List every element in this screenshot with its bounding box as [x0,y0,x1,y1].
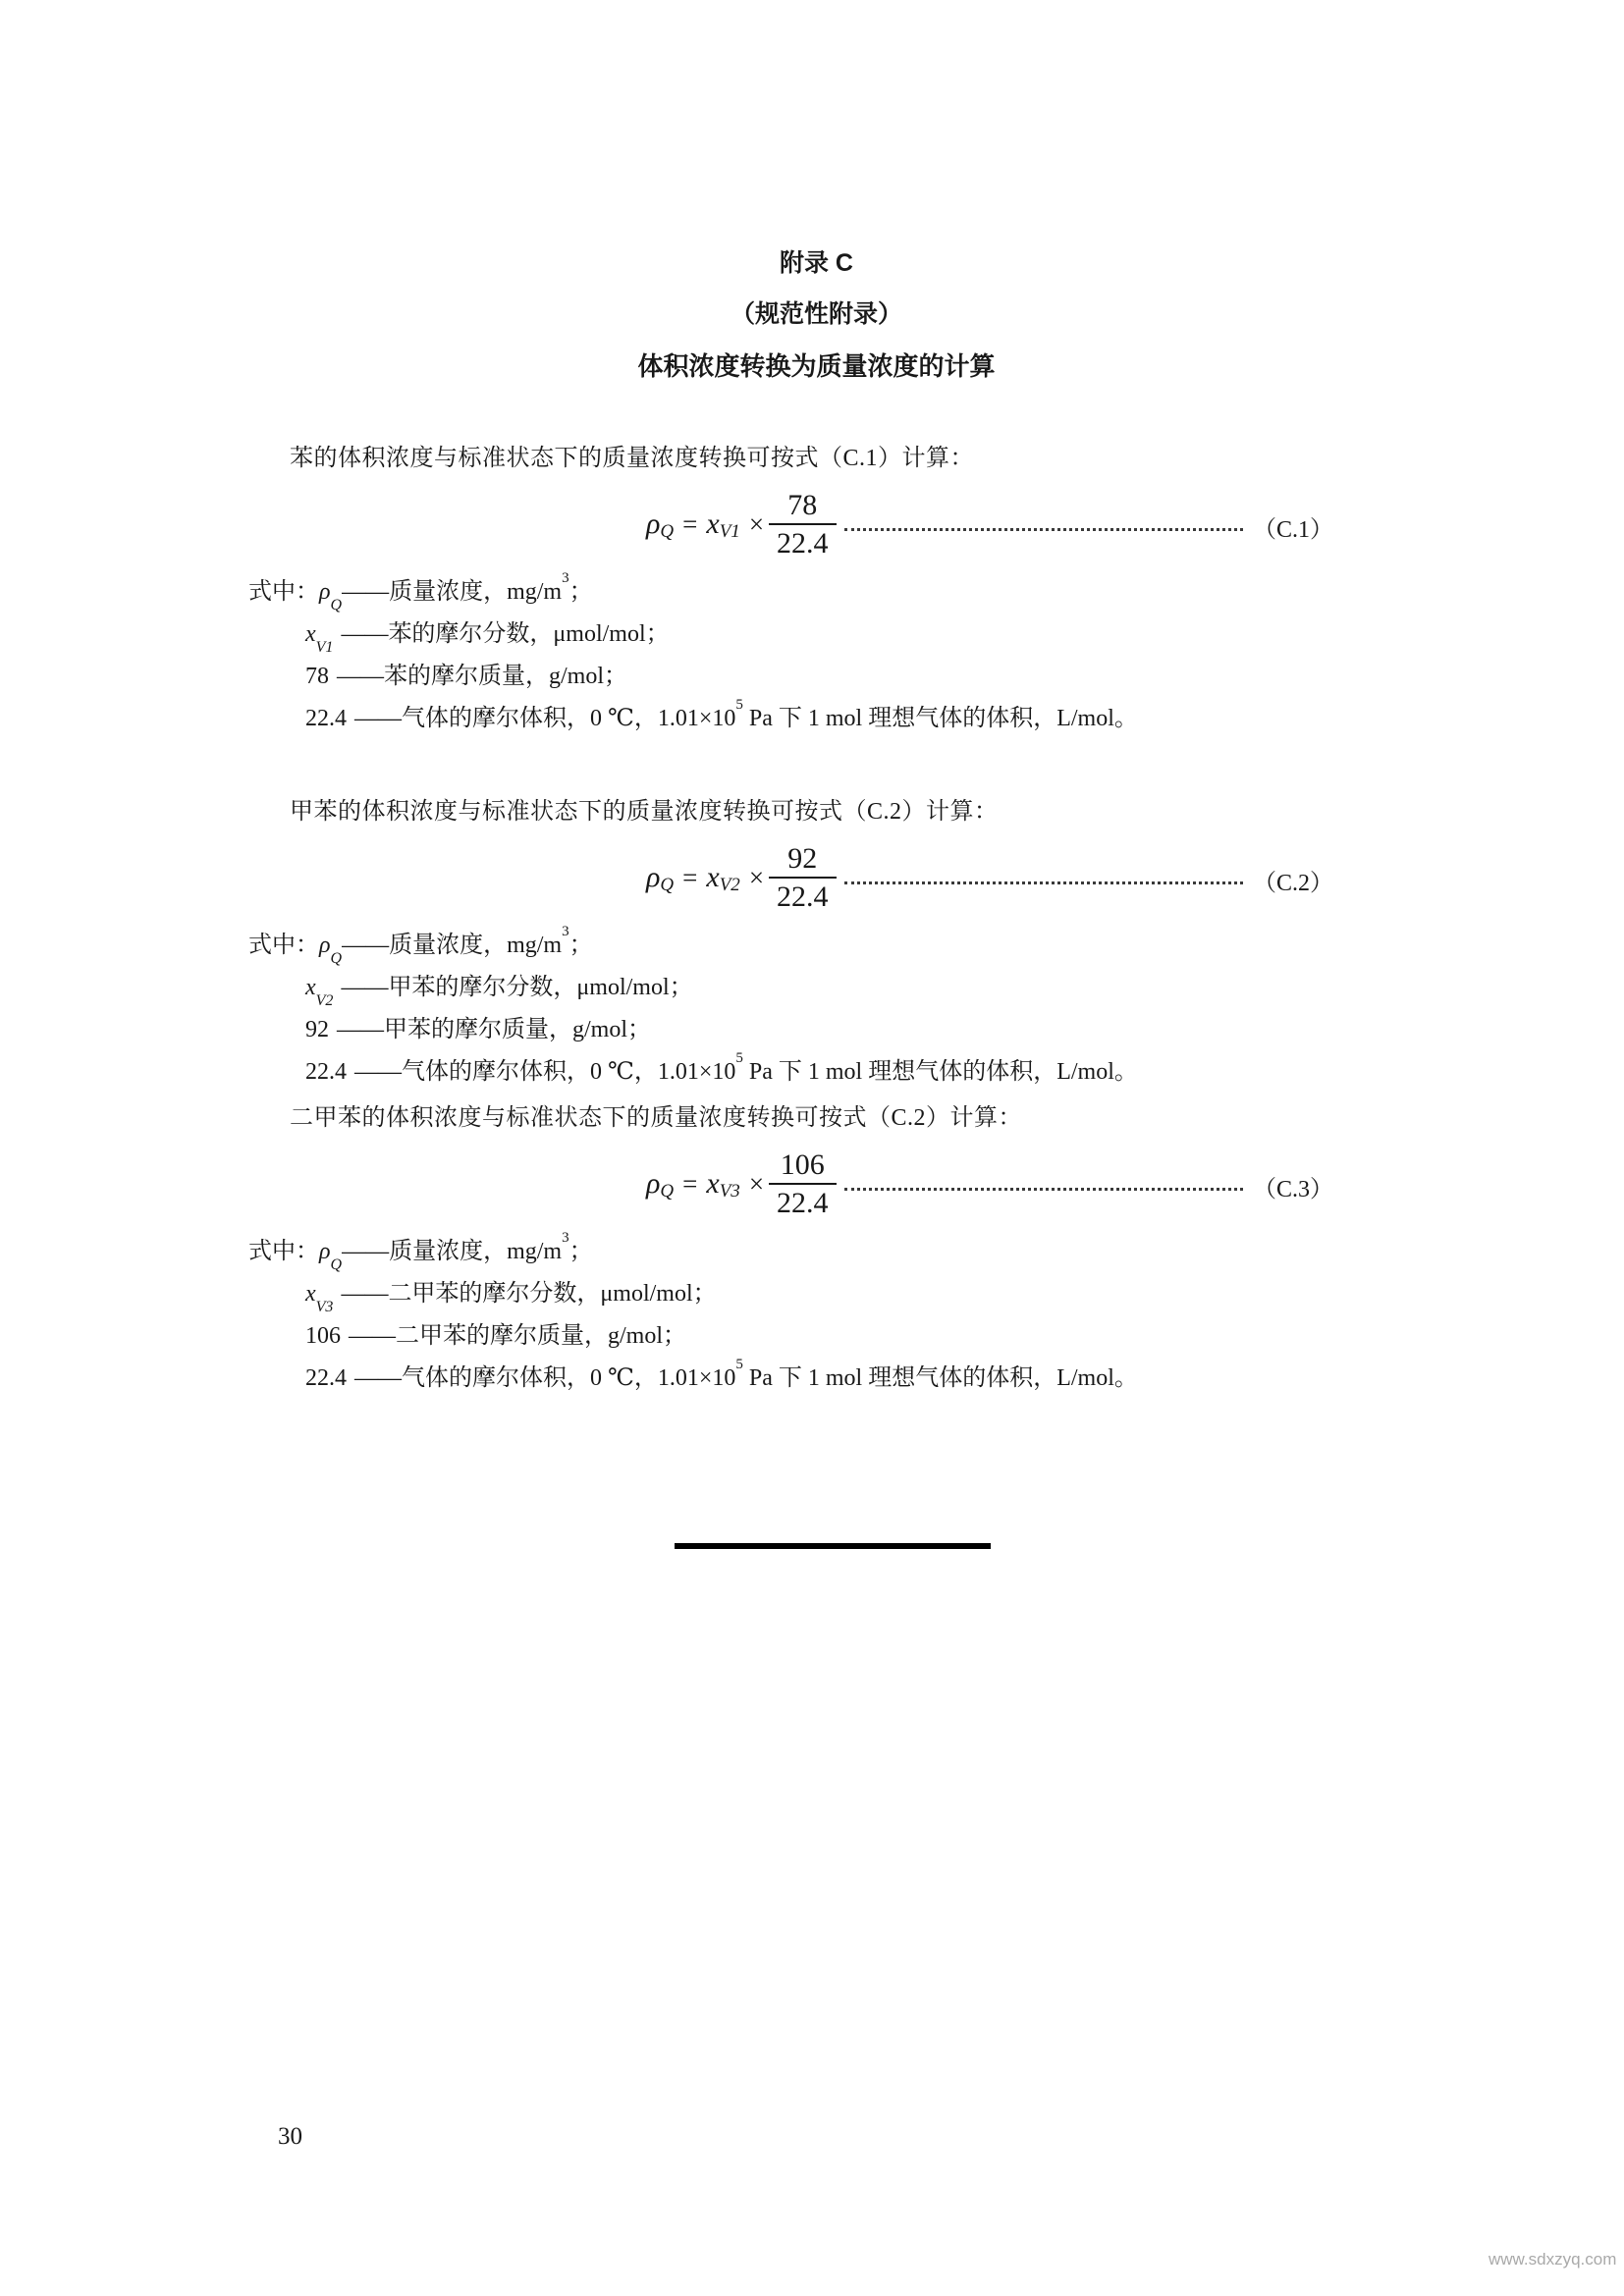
intro-paragraph: 苯的体积浓度与标准状态下的质量浓度转换可按式（C.1）计算： [290,446,975,471]
def-term: 22.4 [305,1059,347,1085]
fraction-numerator: 78 [787,489,818,521]
where-label: 式中： [248,1239,319,1264]
definition-line: 式中：$\rho_Q——$质量浓度，$mg/m^3$； [248,924,593,967]
definition-line: 式中：$\rho_Q——$质量浓度，$mg/m^3$； [248,1230,593,1273]
definition-line: 式中：$\rho_Q——$质量浓度，$mg/m^3$； [248,570,593,614]
fraction [769,1148,837,1219]
def-term: ρ [319,1239,331,1264]
def-dash: —— [354,706,402,731]
def-dash: —— [342,1239,390,1264]
def-term: ρ [319,933,331,958]
def-term: 22.4 [305,706,347,731]
x-symbol: x [706,861,720,893]
def-term: 106 [305,1323,341,1349]
equation-number: （C.3） [1252,1176,1333,1202]
equals-sign: = [682,508,698,539]
fraction [769,489,837,560]
def-dash: —— [341,975,389,1000]
formula-c3 [248,1145,1384,1223]
appendix-title: 体积浓度转换为质量浓度的计算 [637,351,996,381]
intro-paragraph: 二甲苯的体积浓度与标准状态下的质量浓度转换可按式（C.2）计算： [290,1105,1023,1131]
definition-line: 22.4 ——气体的摩尔体积，0 ℃，$1.01\times 10^5$ Pa 下 1 mol 理想气体的体积，L/mol。 [305,697,1138,731]
times-sign: × [748,508,765,539]
fraction-numerator: 106 [780,1148,825,1181]
def-desc: 质量浓度，mg/m [389,579,563,605]
def-dash: —— [341,621,389,647]
fraction-denominator: 22.4 [769,1183,837,1219]
def-term: 22.4 [305,1365,347,1391]
times-sign: × [748,862,765,892]
definition-line: $x_{V3}——$二甲苯的摩尔分数，μmol/mol； [305,1281,717,1315]
def-dash: —— [337,1017,384,1042]
equation-c3: ρ $_Q$ = x $_{V3}$ × $\frac{106}{22.4}$ [646,1148,837,1219]
rho-symbol: ρ [646,1167,661,1200]
where-block [248,1231,1384,1400]
section-xylene [248,1101,1384,1400]
def-dash: —— [342,579,390,605]
def-desc: 质量浓度，mg/m [389,933,563,958]
rho-symbol: ρ [646,861,661,893]
def-desc: 气体的摩尔体积，0 ℃，1.01×10 [402,706,736,731]
rho-symbol: ρ [646,507,661,540]
def-term: x [305,1281,316,1307]
def-dash: —— [349,1323,396,1349]
watermark-url: www.sdxzyq.com [1489,2250,1617,2269]
def-dash: —— [342,933,390,958]
fraction-denominator: 22.4 [769,877,837,913]
section-toluene [248,795,1384,1094]
appendix-label: 附录 C [779,249,853,277]
appendix-type: （规范性附录） [730,300,902,328]
definition-line: 22.4 ——气体的摩尔体积，0 ℃，$1.01\times 10^5$ Pa 下 1 mol 理想气体的体积，L/mol。 [305,1357,1138,1391]
x-symbol: x [706,507,720,540]
definition-line [248,1315,1384,1358]
equation-c2: ρ $_Q$ = x $_{V2}$ × $\frac{92}{22.4}$ [646,842,837,913]
def-dash: —— [337,664,384,689]
def-desc: 苯的摩尔分数，μmol/mol； [388,621,670,647]
formula-c2 [248,838,1384,917]
def-desc: 甲苯的摩尔分数，μmol/mol； [388,975,693,1000]
def-desc: 气体的摩尔体积，0 ℃，1.01×10 [402,1059,736,1085]
where-block [248,925,1384,1094]
definition-line: $x_{V2}——$甲苯的摩尔分数，μmol/mol； [305,975,693,1009]
def-desc: 质量浓度，mg/m [389,1239,563,1264]
def-term: x [305,621,316,647]
page-number: 30 [278,2123,302,2150]
definition-line [248,656,1384,698]
end-of-section-divider [675,1543,991,1549]
def-term: ρ [319,579,331,605]
def-desc: 二甲苯的摩尔分数，μmol/mol； [388,1281,717,1307]
fraction [769,842,837,913]
def-term: 92 [305,1017,329,1042]
appendix-header [248,247,1384,383]
fraction-denominator: 22.4 [769,523,837,560]
formula-c1 [248,485,1384,563]
fraction-numerator: 92 [787,842,818,875]
definition-line: 22.4 ——气体的摩尔体积，0 ℃，$1.01\times 10^5$ Pa 下 1 mol 理想气体的体积，L/mol。 [305,1050,1138,1085]
where-label: 式中： [248,933,319,958]
def-dash: —— [354,1059,402,1085]
section-benzene [248,442,1384,740]
def-desc: 二甲苯的摩尔质量，g/mol； [396,1323,687,1349]
where-block [248,571,1384,740]
def-term: 78 [305,664,329,689]
equals-sign: = [682,1168,698,1199]
page-content [248,0,1384,1400]
equation-number: （C.2） [1252,870,1333,896]
x-symbol: x [706,1167,720,1200]
intro-paragraph: 甲苯的体积浓度与标准状态下的质量浓度转换可按式（C.2）计算： [290,799,999,825]
def-desc: 气体的摩尔体积，0 ℃，1.01×10 [402,1365,736,1391]
where-label: 式中： [248,579,319,605]
def-term: x [305,975,316,1000]
leader-dots [844,528,1243,531]
def-dash: —— [354,1365,402,1391]
leader-dots [844,881,1243,884]
def-desc: 苯的摩尔质量，g/mol； [384,664,628,689]
equation-number: （C.1） [1252,516,1333,543]
equation-c1: ρ $_Q$ = x $_{V1}$ × $\frac{78}{22.4}$ [646,489,837,560]
def-dash: —— [341,1281,389,1307]
equals-sign: = [682,862,698,892]
definition-line [248,1009,1384,1051]
times-sign: × [748,1168,765,1199]
definition-line: $x_{V1}——$苯的摩尔分数，μmol/mol； [305,621,670,656]
leader-dots [844,1188,1243,1191]
def-desc: 甲苯的摩尔质量，g/mol； [384,1017,652,1042]
